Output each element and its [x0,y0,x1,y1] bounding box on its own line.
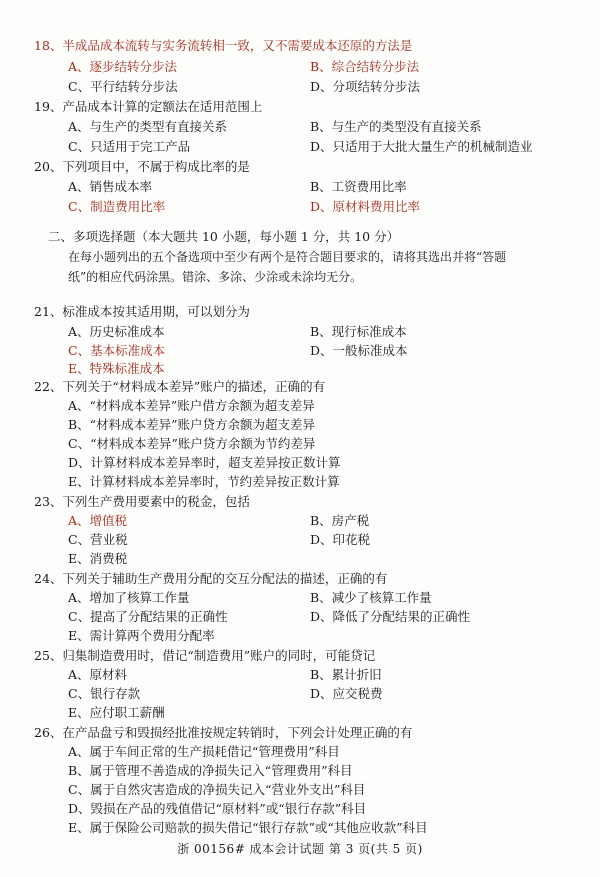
question-20-option-b: B、工资费用比率 [310,179,407,194]
question-25-option-d: D、应交税费 [310,686,383,701]
question-26-stem: 26、在产品盘亏和毁损经批准按规定转销时，下列会计处理正确的有 [34,725,413,740]
page-footer: 浙 00156# 成本会计试题 第 3 页(共 5 页) [177,842,423,856]
question-26-option-b: B、属于管理不善造成的净损失记入“管理费用”科目 [68,763,353,778]
question-18-option-a: A、逐步结转分步法 [68,59,178,74]
question-21-option-c: C、基本标准成本 [68,343,166,358]
question-24-option-c: C、提高了分配结果的正确性 [68,609,228,624]
question-22-stem: 22、下列关于“材料成本差异”账户的描述，正确的有 [34,379,326,394]
question-26-option-e: E、属于保险公司赔款的损失借记“银行存款”或“其他应收款”科目 [68,820,428,835]
question-19-option-d: D、只适用于大批大量生产的机械制造业 [310,139,533,154]
question-20-option-c: C、制造费用比率 [68,199,166,214]
question-18-option-c: C、平行结转分步法 [68,79,178,94]
question-24-option-a: A、增加了核算工作量 [68,590,190,605]
question-23-option-d: D、印花税 [310,532,371,547]
question-19-option-b: B、与生产的类型没有直接关系 [310,119,482,134]
question-21-stem: 21、标准成本按其适用期，可以划分为 [34,304,250,319]
question-25-option-c: C、银行存款 [68,686,141,701]
question-25-option-b: B、累计折旧 [310,667,382,682]
question-20-option-a: A、销售成本率 [68,179,153,194]
question-24-stem: 24、下列关于辅助生产费用分配的交互分配法的描述，正确的有 [34,571,388,586]
question-24-option-b: B、减少了核算工作量 [310,590,432,605]
question-25-stem: 25、归集制造费用时，借记“制造费用”账户的同时，可能贷记 [34,648,376,663]
question-18-option-b: B、综合结转分步法 [310,59,420,74]
question-22-option-c: C、“材料成本差异”账户贷方余额为节约差异 [68,436,316,451]
question-19-option-c: C、只适用于完工产品 [68,139,191,154]
question-22-option-d: D、计算材料成本差异率时，超支差异按正数计算 [68,455,341,470]
question-24-option-d: D、降低了分配结果的正确性 [310,609,471,624]
question-26-option-a: A、属于车间正常的生产损耗借记“管理费用”科目 [68,744,340,759]
question-22-option-b: B、“材料成本差异”账户贷方余额为超支差异 [68,417,315,432]
question-23-option-b: B、房产税 [310,513,370,528]
question-21-option-a: A、历史标准成本 [68,324,165,339]
question-18-option-d: D、分项结转分步法 [310,79,421,94]
question-19-stem: 19、产品成本计算的定额法在适用范围上 [34,99,263,114]
question-26-option-c: C、属于自然灾害造成的净损失记入“营业外支出”科目 [68,782,366,797]
question-25-option-e: E、应付职工薪酬 [68,705,165,720]
question-20-stem: 20、下列项目中，不属于构成比率的是 [34,159,250,174]
question-25-option-a: A、原材料 [68,667,128,682]
section-2-instructions-line-1: 在每小题列出的五个备选项中至少有两个是符合题目要求的，请将其选出并将“答题 [68,250,507,264]
section-2-title: 二、多项选择题（本大题共 10 小题，每小题 1 分，共 10 分） [48,229,400,244]
question-23-stem: 23、下列生产费用要素中的税金，包括 [34,494,250,509]
question-18-stem: 18、半成品成本流转与实务流转相一致，又不需要成本还原的方法是 [34,38,413,53]
question-19-option-a: A、与生产的类型有直接关系 [68,119,228,134]
question-26-option-d: D、毁损在产品的残值借记“原材料”或“银行存款”科目 [68,801,367,816]
question-22-option-a: A、“材料成本差异”账户借方余额为超支差异 [68,398,315,413]
question-23-option-c: C、营业税 [68,532,128,547]
question-23-option-e: E、消费税 [68,551,128,566]
question-21-option-b: B、现行标准成本 [310,324,407,339]
section-2-instructions-line-2: 纸”的相应代码涂黑。错涂、多涂、少涂或未涂均无分。 [68,270,363,284]
question-21-option-d: D、一般标准成本 [310,343,408,358]
question-22-option-e: E、计算材料成本差异率时，节约差异按正数计算 [68,474,340,489]
question-21-option-e: E、特殊标准成本 [68,361,165,376]
question-24-option-e: E、需计算两个费用分配率 [68,628,215,643]
question-20-option-d: D、原材料费用比率 [310,199,421,214]
question-23-option-a: A、增值税 [68,513,128,528]
